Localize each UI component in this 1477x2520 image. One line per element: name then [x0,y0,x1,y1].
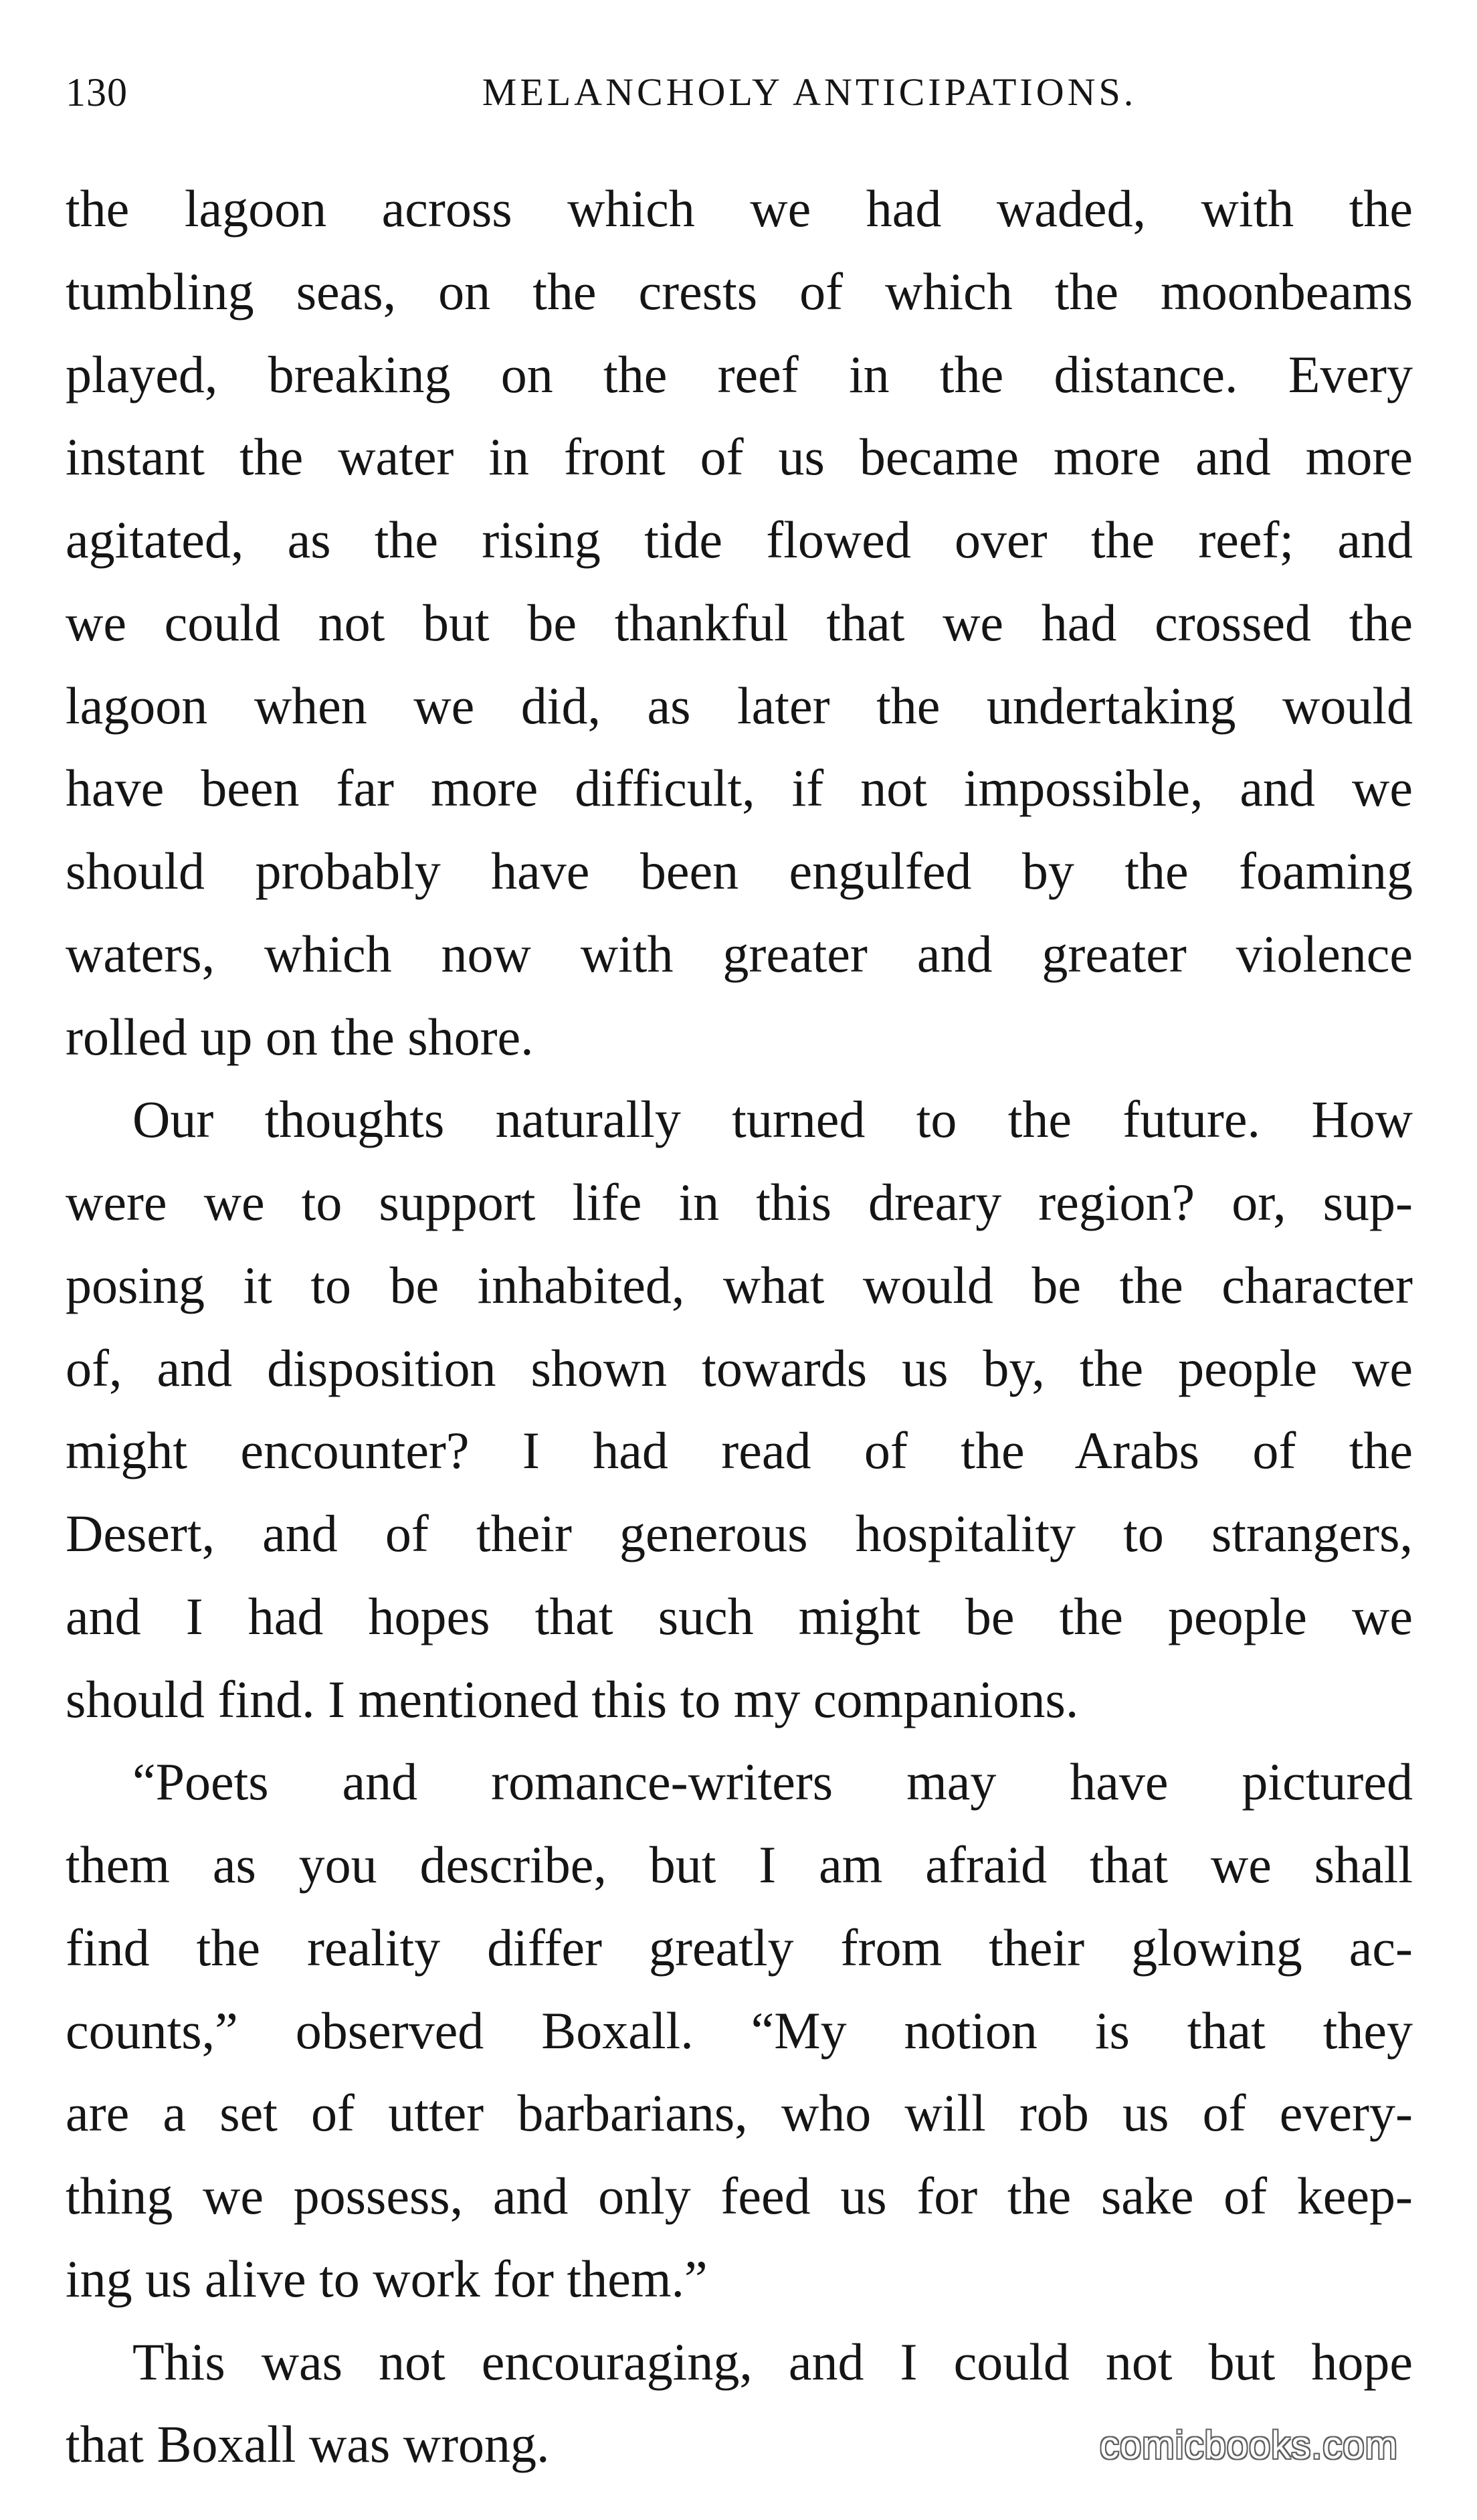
text-line-08: have been far more difficult, if not impossible, and we [66,759,1413,817]
text-line-18: and I had hopes that such might be the people we [66,1587,1413,1645]
text-line-16: might encounter? I had read of the Arabs of the [66,1421,1413,1479]
text-line-27: This was not encouraging, and I could not but hope [132,2333,1413,2391]
page-number: 130 [66,70,128,114]
text-line-03: played, breaking on the reef in the distance. Every [66,345,1413,403]
text-line-28: that Boxall was wrong. [66,2415,550,2473]
text-line-01: the lagoon across which we had waded, with the [66,179,1413,238]
text-line-23: counts,” observed Boxall. “My notion is that they [66,2001,1413,2060]
text-line-17: Desert, and of their generous hospitality to strangers, [66,1504,1413,1562]
text-line-05: agitated, as the rising tide flowed over the reef; and [66,511,1413,569]
text-line-04: instant the water in front of us became more and more [66,428,1413,486]
text-line-11: rolled up on the shore. [66,1008,534,1066]
text-line-22: find the reality differ greatly from their glowing ac- [66,1918,1413,1977]
text-line-14: posing it to be inhabited, what would be the character [66,1256,1413,1314]
text-line-10: waters, which now with greater and greater violence [66,925,1413,983]
text-line-19: should find. I mentioned this to my companions. [66,1670,1079,1728]
text-line-07: lagoon when we did, as later the undertaking would [66,677,1413,735]
text-line-09: should probably have been engulfed by the foaming [66,842,1413,900]
text-line-12: Our thoughts naturally turned to the future. How [132,1090,1413,1148]
text-line-20: “Poets and romance-writers may have pictured [132,1752,1413,1811]
text-line-24: are a set of utter barbarians, who will rob us of every- [66,2084,1413,2142]
text-line-13: were we to support life in this dreary region? or, sup- [66,1173,1413,1231]
text-line-06: we could not but be thankful that we had crossed the [66,594,1413,652]
text-line-15: of, and disposition shown towards us by, the people we [66,1339,1413,1397]
text-line-25: thing we possess, and only feed us for the sake of keep- [66,2167,1413,2225]
text-line-26: ing us alive to work for them.” [66,2250,708,2308]
running-head: MELANCHOLY ANTICIPATIONS. [482,70,1137,114]
text-line-21: them as you describe, but I am afraid that we shall [66,1835,1413,1894]
text-line-02: tumbling seas, on the crests of which the moonbeams [66,262,1413,321]
page-header [66,66,1413,119]
watermark: comicbooks.com [1100,2424,1398,2467]
